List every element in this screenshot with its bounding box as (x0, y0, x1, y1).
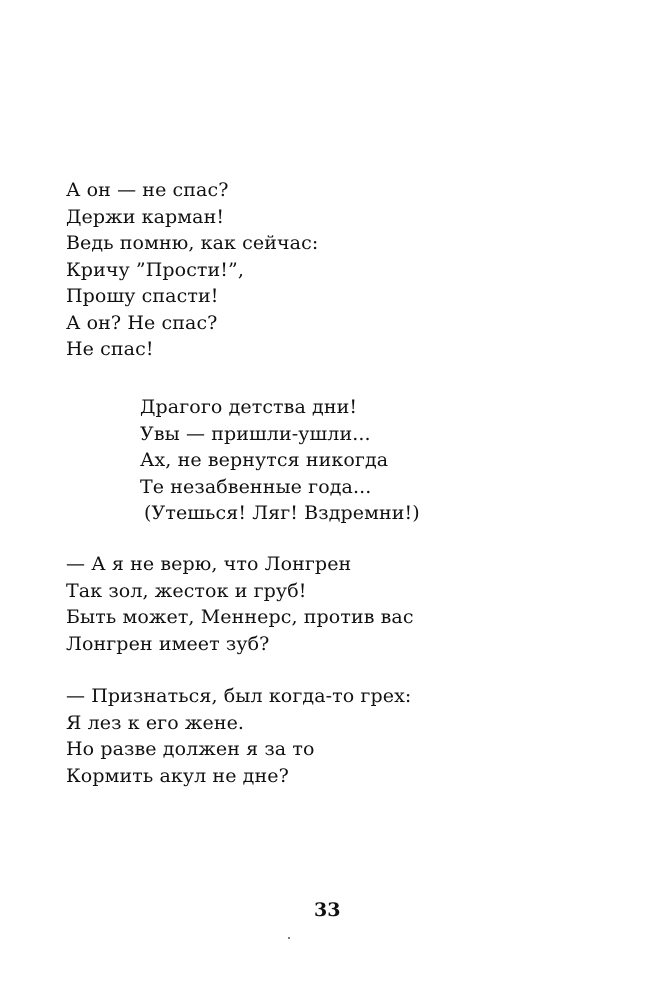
poem-line: Ведь помню, как сейчас: (66, 232, 319, 254)
poem-line: Но разве должен я за то (66, 738, 315, 760)
poem-line: Прошу спасти! (66, 285, 219, 307)
poem-line: Я лез к его жене. (66, 711, 245, 734)
poem-line: Те незабвенные года... (140, 475, 372, 498)
poem-line: Увы — пришли-ушли... (140, 422, 371, 445)
poem-line: Не спас! (66, 338, 154, 360)
poem-line: Лонгрен имеет зуб? (66, 632, 270, 655)
poem-line: — А я не верю, что Лонгрен (66, 553, 352, 575)
stanza-4 (66, 683, 411, 789)
poem-line: Ах, не вернутся никогда (140, 449, 389, 471)
page-number: 33 (314, 899, 341, 921)
poem-line: Драгого детства дни! (140, 396, 358, 418)
stanza-3 (66, 551, 414, 657)
poem-line: Кормить акул не дне? (66, 764, 289, 787)
poem-line: Держи карман! (66, 205, 225, 228)
poem-line: — Признаться, был когда-то грех: (66, 685, 412, 707)
print-speck (288, 937, 290, 939)
poem-line: Быть может, Меннерс, против вас (66, 606, 414, 628)
poem-line: Кричу ”Прости!”, (66, 258, 244, 281)
poem-line: А он? Не спас? (66, 311, 218, 334)
poem-line: Так зол, жесток и груб! (66, 579, 307, 602)
stanza-2 (140, 394, 420, 527)
poem-line: (Утешься! Ляг! Вздремни!) (144, 502, 420, 524)
poem-line: А он — не спас? (66, 179, 229, 201)
stanza-1 (66, 177, 318, 363)
